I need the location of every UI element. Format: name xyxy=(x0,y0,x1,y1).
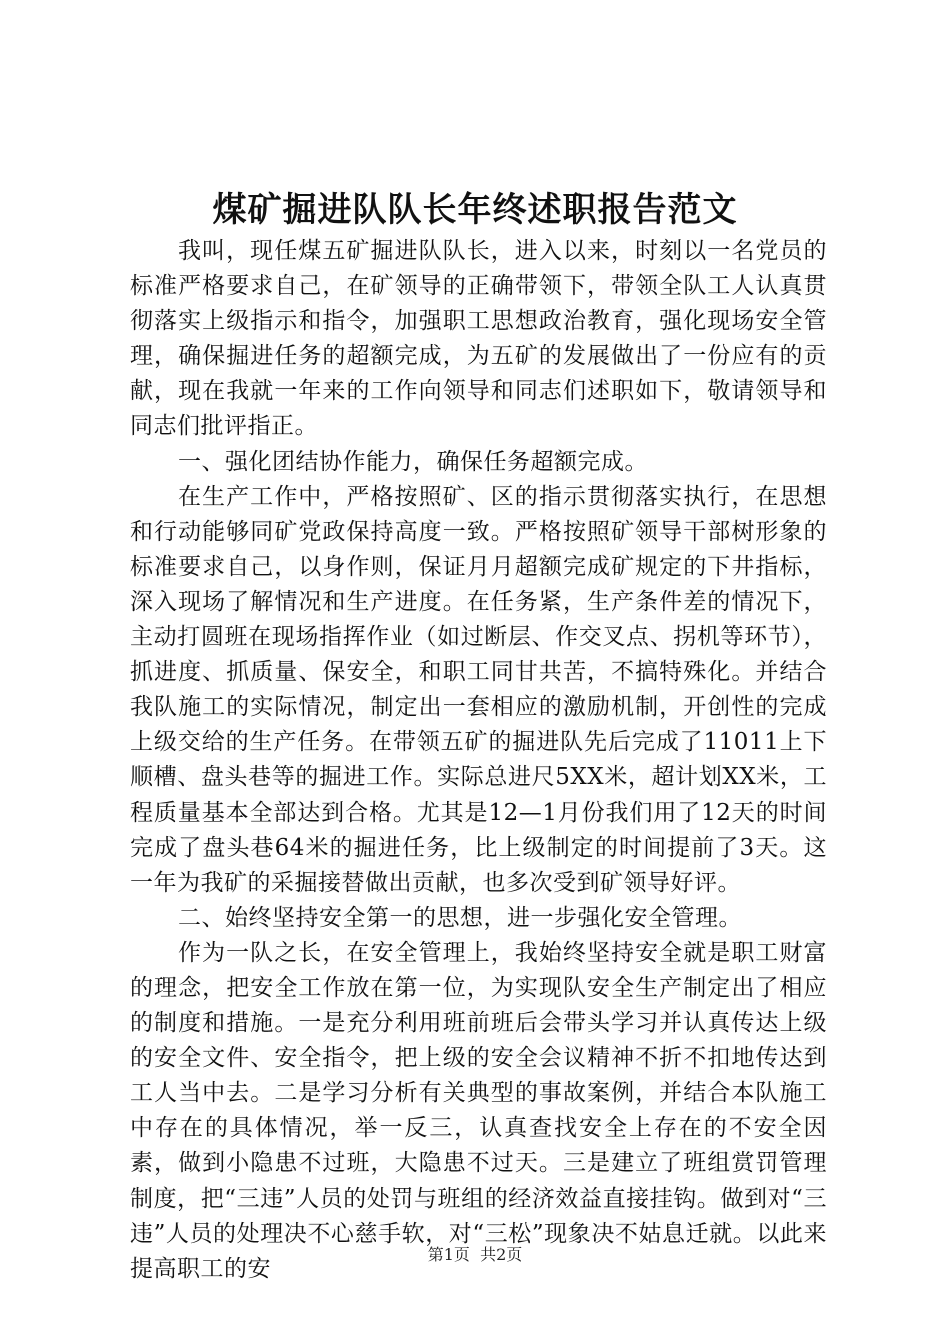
page-total: 共2页 xyxy=(480,1245,523,1264)
section-heading-2: 二、始终坚持安全第一的思想，进一步强化安全管理。 xyxy=(178,904,742,931)
page-number: 第1页 xyxy=(427,1245,470,1264)
document-body xyxy=(130,234,827,1287)
section-heading-1: 一、强化团结协作能力，确保任务超额完成。 xyxy=(178,448,648,475)
intro-paragraph: 我叫，现任煤五矿掘进队队长，进入以来，时刻以一名党员的标准严格要求自己，在矿领导的正确带领下，带领全队工人认真贯彻落实上级指示和指令，加强职工思想政治教育，强化现场安全管理，确保掘进任务的超额完成，为五矿的发展做出了一份应有的贡献，现在我就一年来的工作向领导和同志们述职如下，敬请领导和同志们批评指正。 xyxy=(130,238,827,440)
section-1-paragraph: 在生产工作中，严格按照矿、区的指示贯彻落实执行，在思想和行动能够同矿党政保持高度一致。严格按照矿领导干部树形象的标准要求自己，以身作则，保证月月超额完成矿规定的下井指标，深入现场了解情况和生产进度。在任务紧，生产条件差的情况下，主动打圆班在现场指挥作业（如过断层、作交叉点、拐机等环节），抓进度、抓质量、保安全，和职工同甘共苦，不搞特殊化。并结合我队施工的实际情况，制定出一套相应的激励机制，开创性的完成上级交给的生产任务。在带领五矿的掘进队先后完成了11011上下顺槽、盘头巷等的掘进工作。实际总进尺5XX米，超计划XX米，工程质量基本全部达到合格。尤其是12—1月份我们用了12天的时间完成了盘头巷64米的掘进任务，比上级制定的时间提前了3天。这一年为我矿的采掘接替做出贡献，也多次受到矿领导好评。 xyxy=(130,483,827,896)
document-title: 煤矿掘进队队长年终述职报告范文 xyxy=(212,190,738,230)
footer-spacer xyxy=(470,1245,480,1264)
section-2-paragraph: 作为一队之长，在安全管理上，我始终坚持安全就是职工财富的理念，把安全工作放在第一位，为实现队安全生产制定出了相应的制度和措施。一是充分利用班前班后会带头学习并认真传达上级的安全文件、安全指令，把上级的安全会议精神不折不扣地传达到工人当中去。二是学习分析有关典型的事故案例，并结合本队施工中存在的具体情况，举一反三，认真查找安全上存在的不安全因素，做到小隐患不过班，大隐患不过天。三是建立了班组赏罚管理制度，把“三违”人员的处罚与班组的经济效益直接挂钩。做到对“三违”人员的处理决不心慈手软，对“三松”现象决不姑息迁就。以此来提高职工的安 xyxy=(130,939,827,1282)
page-footer xyxy=(0,1244,950,1266)
